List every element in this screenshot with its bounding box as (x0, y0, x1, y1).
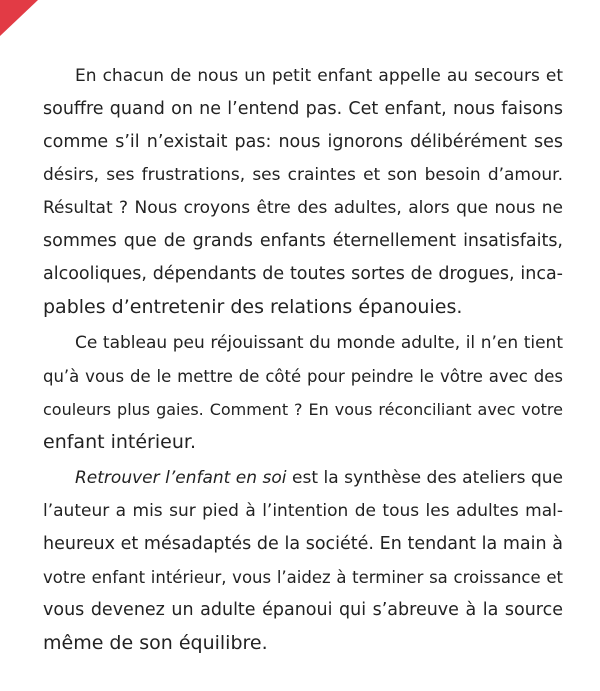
text-line-rest: est la synthèse des ateliers que (286, 468, 563, 488)
paragraph-3 (43, 462, 563, 660)
text-line: l’auteur a mis sur pied à l’intention de tous les adultes mal- (43, 501, 563, 521)
text-line: couleurs plus gaies. Comment ? En vous réconciliant avec votre (43, 400, 563, 419)
paragraph-2 (43, 327, 563, 459)
text-line: heureux et mésadaptés de la société. En tendant la main à (43, 534, 563, 554)
text-line (43, 462, 563, 495)
book-title: Retrouver l’enfant en soi (75, 468, 287, 488)
back-cover-text (43, 60, 563, 660)
text-line: même de son équilibre. (43, 632, 268, 654)
text-line: souffre quand on ne l’entend pas. Cet enfant, nous faisons (43, 99, 563, 119)
paragraph-1 (43, 60, 563, 324)
text-line: désirs, ses frustrations, ses craintes et son besoin d’amour. (43, 165, 563, 185)
text-line: alcooliques, dépendants de toutes sortes de drogues, inca- (43, 264, 563, 284)
text-line: comme s’il n’existait pas: nous ignorons délibérément ses (43, 132, 563, 152)
text-line: En chacun de nous un petit enfant appelle au secours et (75, 66, 563, 86)
text-line: sommes que de grands enfants éternellement insatisfaits, (43, 231, 563, 251)
text-line: enfant intérieur. (43, 431, 196, 453)
text-line: pables d’entretenir des relations épanouies. (43, 296, 463, 318)
text-line: vous devenez un adulte épanoui qui s’abreuve à la source (43, 600, 563, 620)
text-line: votre enfant intérieur, vous l’aidez à terminer sa croissance et (43, 568, 563, 587)
text-line: qu’à vous de le mettre de côté pour peindre le vôtre avec des (43, 367, 563, 386)
text-line: Ce tableau peu réjouissant du monde adulte, il n’en tient (75, 333, 563, 353)
text-line: Résultat ? Nous croyons être des adultes, alors que nous ne (43, 198, 563, 218)
corner-accent (0, 0, 38, 36)
